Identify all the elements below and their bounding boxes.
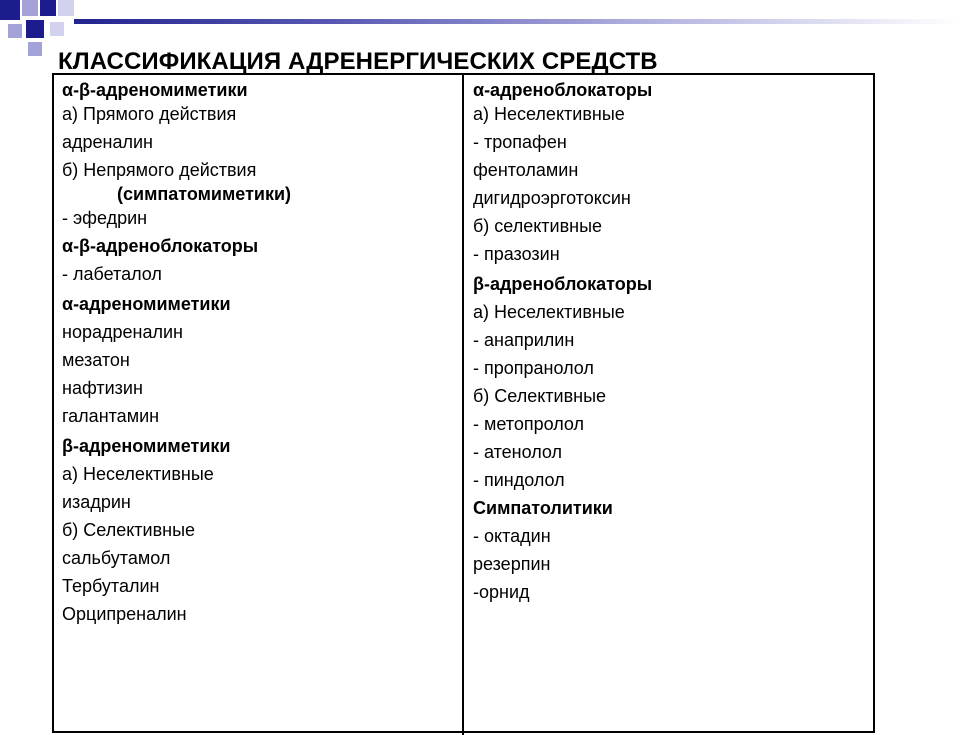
group-heading: β-адреномиметики xyxy=(62,436,231,456)
group-heading: Симпатолитики xyxy=(473,498,613,518)
group-heading: α-адреноблокаторы xyxy=(473,80,653,100)
page-title: КЛАССИФИКАЦИЯ АДРЕНЕРГИЧЕСКИХ СРЕДСТВ xyxy=(58,48,658,75)
list-item: сальбутамол xyxy=(62,548,171,568)
list-item: б) Селективные xyxy=(62,520,196,540)
left-column xyxy=(62,80,452,628)
list-item: - тропафен xyxy=(473,132,567,152)
list-item: адреналин xyxy=(62,132,153,152)
list-item: а) Неселективные xyxy=(473,104,625,124)
list-item: нафтизин xyxy=(62,378,143,398)
list-item: дигидроэрготоксин xyxy=(473,188,631,208)
deco-square xyxy=(0,0,20,20)
deco-square xyxy=(8,24,22,38)
list-item: норадреналин xyxy=(62,322,183,342)
list-item: - лабеталол xyxy=(62,264,162,284)
list-item: резерпин xyxy=(473,554,551,574)
list-item: Тербуталин xyxy=(62,576,160,596)
right-column xyxy=(473,80,868,606)
group-heading: α-β-адреноблокаторы xyxy=(62,236,259,256)
group-heading: α-адреномиметики xyxy=(62,294,231,314)
list-item: -орнид xyxy=(473,582,530,602)
decorative-gradient-line xyxy=(74,19,960,24)
deco-square xyxy=(26,20,44,38)
deco-square xyxy=(28,42,42,56)
deco-square xyxy=(50,22,64,36)
group-heading: α-β-адреномиметики xyxy=(62,80,248,100)
list-item: - эфедрин xyxy=(62,208,148,228)
list-item: - анаприлин xyxy=(473,330,575,350)
list-item: б) селективные xyxy=(473,216,603,236)
list-item: б) Непрямого действия xyxy=(62,160,257,180)
deco-square xyxy=(22,0,38,16)
list-item: фентоламин xyxy=(473,160,579,180)
list-item: а) Неселективные xyxy=(62,464,214,484)
deco-square xyxy=(58,0,74,16)
list-item: - метопролол xyxy=(473,414,585,434)
list-item: (симпатомиметики) xyxy=(117,184,292,204)
list-item: изадрин xyxy=(62,492,131,512)
list-item: галантамин xyxy=(62,406,160,426)
list-item: а) Неселективные xyxy=(473,302,625,322)
list-item: мезатон xyxy=(62,350,130,370)
list-item: - атенолол xyxy=(473,442,563,462)
group-heading: β-адреноблокаторы xyxy=(473,274,653,294)
list-item: - октадин xyxy=(473,526,551,546)
list-item: а) Прямого действия xyxy=(62,104,237,124)
list-item: б) Селективные xyxy=(473,386,607,406)
list-item: - пиндолол xyxy=(473,470,565,490)
list-item: - пропранолол xyxy=(473,358,594,378)
column-divider xyxy=(462,75,464,735)
deco-square xyxy=(40,0,56,16)
list-item: - празозин xyxy=(473,244,560,264)
list-item: Орципреналин xyxy=(62,604,187,624)
